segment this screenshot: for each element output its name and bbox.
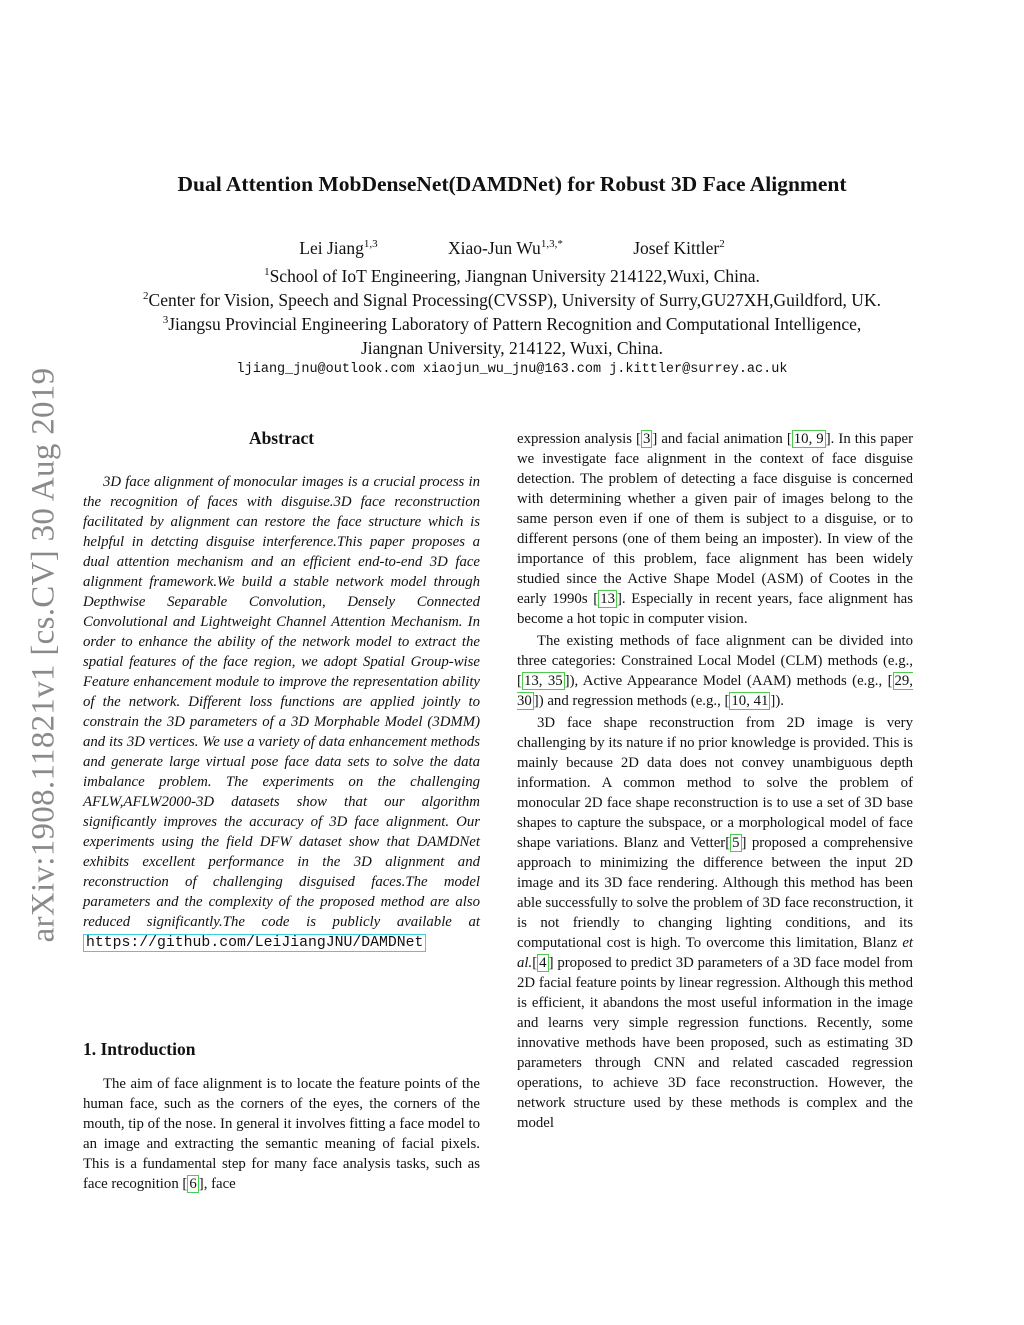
paragraph: 3D face shape reconstruction from 2D image is very challenging by its nature if no prior knowledge is provided. This is mainly because 2D data does not convey unambiguous depth information. A common method to solve the problem of monocular 2D face shape reconstruction is to use a set of 3D base shapes to capture the subspace, or a morphological model of face shape variations. Blanz and Vetter[ 5 ] proposed a comprehensive approach to minimizing the difference between the input 2D image and its 3D face rendering. Although this method has been able successfully to solve the problem of 3D face reconstruction, it is not friendly to changing lighting conditions, and its computational cost is high. To overcome this limitation, Blanz et al.[ 4 ] proposed to predict 3D parameters of a 3D face model from 2D facial feature points by linear regression. Although this method is efficient, it abandons the most useful information in the image and learns very simple regression functions. Recently, some innovative methods have been proposed, such as estimating 3D parameters through CNN and related cascaded regression operations, to achieve 3D face reconstruction. However, the network structure used by these methods is complex and the model xyxy=(517,715,913,1131)
citation-link[interactable]: 29, 30 xyxy=(517,673,913,709)
paragraph: expression analysis [ 3 ] and facial animation [ 10, 9 ]. In this paper we investigate face alignment in the context of face disguise detection. The problem of detecting a face disguise is concerned with determining whether a given pair of images belong to the same person even if one of them is subject to a disguise, or to different persons (one of them being an imposter). In view of the importance of this problem, face alignment has been widely studied since the Active Shape Model (ASM) of Cootes in the early 1990s [ 13 ]. Especially in recent years, face alignment has become a hot topic in computer vision. xyxy=(517,431,914,627)
abstract-heading: Abstract xyxy=(248,428,315,448)
affiliation: $^3$Jiangsu Provincial Engineering Laboratory of Pattern Recognition and Computational Intelligence, xyxy=(162,314,862,334)
citation-link[interactable]: 13 xyxy=(600,591,615,607)
author: Josef Kittler$^2$ xyxy=(633,238,725,258)
author: Xiao-Jun $Wu^{1,3,*}$ xyxy=(448,238,563,258)
citation-link[interactable]: 13, 35 xyxy=(523,673,563,689)
section-heading-introduction: 1. Introduction xyxy=(83,1039,196,1059)
paper-title: Dual Attention MobDenseNet(DAMDNet) for Robust 3D Face Alignment xyxy=(177,172,847,196)
citation-link[interactable]: 6 xyxy=(189,1176,197,1192)
citation-link[interactable]: 3 xyxy=(642,431,651,447)
citation-link[interactable]: 10, 41 xyxy=(731,693,769,709)
arxiv-sidebar xyxy=(0,0,88,1325)
abstract-body xyxy=(83,472,480,953)
intro-paragraph: The aim of face alignment is to locate the feature points of the human face, such as the corners of the eyes, the corners of the mouth, tip of the nose. In general it involves fitting a face model to an image and extracting the semantic meaning of facial pixels. This is a fundamental step for many face analysis tasks, such as face recognition [ 6 ], face xyxy=(83,1076,480,1192)
author-emails: ljiang_jnu@outlook.com xiaojun_wu_jnu@163.com j.kittler@surrey.ac.uk xyxy=(236,362,788,377)
affiliation: $^1$School of IoT Engineering, Jiangnan University 214122,Wuxi, China. xyxy=(264,266,760,286)
arxiv-identifier: arXiv:1908.11821v1 [cs.CV] 30 Aug 2019 xyxy=(25,367,62,943)
citation-link[interactable]: 4 xyxy=(539,955,547,971)
right-column-text xyxy=(517,429,913,1133)
author-list xyxy=(0,238,1024,259)
code-link[interactable]: https://github.com/LeiJiangJNU/DAMDNet xyxy=(83,934,426,952)
paragraph: The existing methods of face alignment can be divided into three categories: Constrained Local Model (CLM) methods (e.g., [ 13, 35 ]), Active Appearance Model (AAM) methods (e.g., [ 29, 30 ]) and regression methods (e.g., [ 10, 41 ]). xyxy=(517,633,913,709)
affiliation: Jiangnan University, 214122, Wuxi, China. xyxy=(360,338,664,358)
author: Lei Jiang$^{1,3}$ xyxy=(299,238,378,258)
abstract-text: 3D face alignment of monocular images is a crucial process in the recognition of faces with disguise.3D face reconstruction facilitated by alignment can restore the face structure which is helpful in detcting disguise interference.This paper proposes a dual attention mechanism and an efficient end-to-end 3D face alignment framework.We build a stable network model through Depthwise Separable Convolution, Densely Connected Convolutional and Lightweight Channel Attention Mechanism. In order to enhance the ability of the network model to extract the spatial features of the face region, we adopt Spatial Group-wise Feature enhancement module to improve the representation ability of the network. Different loss functions are applied jointly to constrain the 3D parameters of a 3D Morphable Model (3DMM) and its 3D vertices. We use a variety of data enhancement methods and generate large virtual pose face data sets to solve the data imbalance problem. The experiments on the challenging AFLW,AFLW2000-3D datasets show that our algorithm significantly improves the accuracy of 3D face alignment. Our experiments using the field DFW dataset show that DAMDNet exhibits excellent performance in the 3D alignment and reconstruction of challenging disguised faces.The model parameters and the complexity of the proposed method are also reduced significantly.The code is publicly available at xyxy=(83,474,480,930)
citation-link[interactable]: 10, 9 xyxy=(793,431,824,447)
citation-link[interactable]: 5 xyxy=(732,835,740,851)
affiliation: $^2$Center for Vision, Speech and Signal Processing(CVSSP), University of Surry,GU27XH,Guildford, UK. xyxy=(143,290,881,310)
